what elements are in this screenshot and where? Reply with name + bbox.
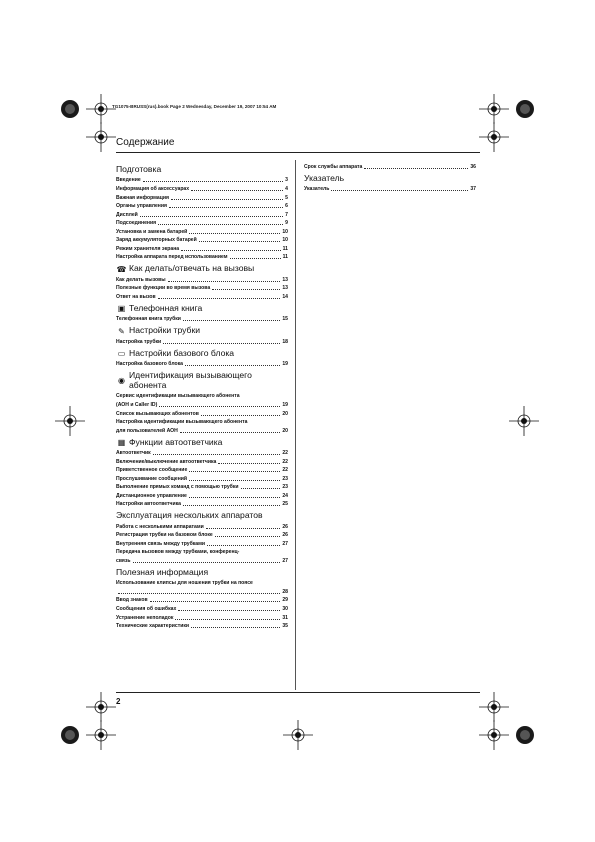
page-title: Содержание — [116, 137, 175, 148]
toc-entry-text: (АОН и Caller ID) — [116, 401, 158, 408]
toc-entry-text: Дистанционное управление — [116, 492, 187, 499]
toc-entry[interactable] — [116, 522, 288, 531]
toc-section-title — [116, 371, 288, 391]
toc-entry-page: 3 — [285, 177, 288, 184]
toc-entry-page: 29 — [282, 597, 288, 604]
toc-leader-dots — [218, 463, 280, 464]
toc-entry-page: 26 — [282, 532, 288, 539]
toc-entry-page: 14 — [282, 293, 288, 300]
toc-entry[interactable] — [304, 162, 476, 171]
toc-leader-dots — [181, 250, 280, 251]
toc-entry[interactable] — [116, 426, 288, 435]
toc-entry-text: Работа с несколькими аппаратами — [116, 523, 204, 530]
toc-entry-text: Список вызывающих абонентов — [116, 410, 199, 417]
toc-entry-page: 37 — [470, 185, 476, 192]
toc-leader-dots — [180, 432, 281, 433]
toc-section-title-text: Телефонная книга — [129, 302, 203, 313]
toc-entry-text: Установка и замена батарей — [116, 228, 188, 235]
top-rule — [116, 152, 480, 153]
toc-entry[interactable] — [116, 457, 288, 466]
toc-leader-dots — [230, 258, 281, 259]
toc-entry-text: Настройки автоответчика — [116, 501, 181, 508]
toc-leader-dots — [163, 343, 280, 344]
toc-entry[interactable] — [116, 292, 288, 301]
toc-entry-page: 18 — [282, 338, 288, 345]
toc-entry[interactable] — [116, 409, 288, 418]
toc-entry-text: Информация об аксессуарах — [116, 185, 190, 192]
handset-settings-icon: ✎ — [118, 326, 125, 336]
phone-handset-icon: ☎ — [116, 264, 127, 274]
registration-mark-bottom-right — [509, 719, 541, 751]
crosshair-mark-top-left — [86, 94, 116, 124]
toc-entry-text: Режим хранителя экрана — [116, 245, 180, 252]
toc-entry[interactable] — [116, 227, 288, 236]
registration-mark-top-right — [509, 93, 541, 125]
crosshair-mark-bottom-right-upper — [479, 692, 509, 722]
toc-entry-text: Включение/выключение автоответчика — [116, 458, 217, 465]
toc-entry-text: Как делать вызовы — [116, 276, 166, 283]
crosshair-mark-bottom-center — [283, 720, 313, 750]
toc-section-title — [116, 264, 288, 274]
toc-entry[interactable] — [116, 500, 288, 509]
toc-entry-page: 24 — [282, 492, 288, 499]
toc-entry-page: 25 — [282, 501, 288, 508]
toc-entry-text: Ввод знаков — [116, 597, 148, 604]
crosshair-mark-top-center-left — [86, 122, 116, 152]
toc-leader-dots — [207, 545, 280, 546]
toc-section-title-text: Эксплуатация нескольких аппаратов — [116, 510, 263, 521]
toc-entry[interactable] — [116, 210, 288, 219]
toc-section-title — [116, 568, 288, 578]
toc-leader-dots — [212, 289, 280, 290]
toc-entry[interactable] — [116, 184, 288, 193]
toc-entry[interactable] — [116, 219, 288, 228]
toc-entry-page: 7 — [285, 211, 288, 218]
toc-leader-dots — [183, 505, 280, 506]
toc-entry-text: Настройка базового блока — [116, 361, 183, 368]
toc-section-title — [116, 511, 288, 521]
toc-entry[interactable] — [116, 587, 288, 596]
toc-entry[interactable] — [116, 244, 288, 253]
toc-section-title — [116, 326, 288, 336]
toc-entry-page: 23 — [282, 475, 288, 482]
toc-entry-line[interactable]: Настройка идентификации вызывающего абонента — [116, 418, 248, 425]
toc-entry[interactable] — [116, 483, 288, 492]
toc-entry-page: 6 — [285, 203, 288, 210]
toc-leader-dots — [183, 320, 280, 321]
toc-entry[interactable] — [116, 253, 288, 262]
toc-section-title-text: Как делать/отвечать на вызовы — [129, 263, 255, 274]
toc-leader-dots — [178, 610, 280, 611]
toc-entry-page: 9 — [285, 220, 288, 227]
toc-entry-page: 5 — [285, 194, 288, 201]
toc-leader-dots — [171, 199, 283, 200]
toc-entry-page: 22 — [282, 458, 288, 465]
toc-entry-page: 28 — [282, 588, 288, 595]
caller-id-icon: ◉ — [118, 376, 125, 386]
toc-entry-text: связь — [116, 557, 131, 564]
toc-entry[interactable] — [116, 337, 288, 346]
toc-entry[interactable] — [116, 360, 288, 369]
toc-entry-text: Ответ на вызов — [116, 293, 156, 300]
toc-entry-page: 22 — [282, 467, 288, 474]
toc-entry[interactable] — [116, 556, 288, 565]
toc-entry-text: Введение — [116, 177, 141, 184]
toc-leader-dots — [199, 241, 281, 242]
toc-leader-dots — [189, 471, 280, 472]
toc-left-column — [116, 162, 288, 630]
column-divider — [295, 160, 296, 690]
toc-entry[interactable] — [116, 193, 288, 202]
toc-entry[interactable] — [116, 466, 288, 475]
toc-entry-text: Автоответчик — [116, 450, 151, 457]
toc-leader-dots — [118, 593, 280, 594]
toc-entry[interactable] — [116, 176, 288, 185]
toc-section-title — [116, 438, 288, 448]
toc-entry[interactable] — [116, 531, 288, 540]
toc-section-title — [116, 304, 288, 314]
toc-entry[interactable] — [116, 284, 288, 293]
toc-leader-dots — [159, 406, 280, 407]
toc-entry-line[interactable]: Сервис идентификации вызывающего абонента — [116, 392, 240, 399]
toc-entry-page: 10 — [282, 237, 288, 244]
toc-leader-dots — [175, 619, 280, 620]
toc-entry-page: 13 — [282, 285, 288, 292]
toc-leader-dots — [189, 480, 280, 481]
crosshair-mark-mid-right — [509, 406, 539, 436]
toc-entry-text: Прослушивание сообщений — [116, 475, 188, 482]
base-unit-icon: ▭ — [117, 349, 126, 359]
toc-entry[interactable] — [116, 604, 288, 613]
toc-entry-text: Указатель — [304, 185, 330, 192]
toc-entry[interactable] — [304, 184, 476, 193]
toc-entry[interactable] — [116, 315, 288, 324]
answering-machine-icon: ▦ — [117, 437, 126, 447]
toc-entry-text: Сообщения об ошибках — [116, 605, 177, 612]
toc-leader-dots — [241, 488, 281, 489]
toc-entry-text: для пользователей АОН — [116, 427, 178, 434]
toc-entry[interactable] — [116, 622, 288, 631]
toc-section-title — [304, 174, 476, 184]
toc-entry-page: 23 — [282, 484, 288, 491]
toc-leader-dots — [133, 562, 281, 563]
toc-leader-dots — [185, 365, 280, 366]
toc-leader-dots — [364, 168, 468, 169]
toc-entry-page: 27 — [282, 557, 288, 564]
toc-entry-page: 36 — [470, 163, 476, 170]
toc-section-title-line: абонента — [129, 380, 167, 390]
crosshair-mark-top-center-right — [479, 122, 509, 152]
crosshair-mark-mid-left — [55, 406, 85, 436]
toc-section-title-text: Полезная информация — [116, 566, 209, 577]
toc-entry-text: Настройка трубки — [116, 338, 162, 345]
bottom-rule — [116, 692, 480, 693]
toc-entry-text: Устранение неполадок — [116, 614, 174, 621]
phonebook-icon: ▣ — [117, 304, 126, 314]
toc-entry-text: Полезные функции во время вызова — [116, 285, 211, 292]
toc-entry-text: Подсоединения — [116, 220, 157, 227]
toc-leader-dots — [191, 190, 283, 191]
toc-entry-page: 4 — [285, 185, 288, 192]
toc-entry-text: Телефонная книга трубки — [116, 316, 181, 323]
toc-entry-page: 27 — [282, 540, 288, 547]
toc-section-title-text: Настройки базового блока — [129, 347, 235, 358]
toc-entry[interactable] — [116, 275, 288, 284]
toc-leader-dots — [150, 601, 281, 602]
toc-entry-page: 15 — [282, 316, 288, 323]
toc-entry-text: Регистрация трубки на базовом блоке — [116, 532, 213, 539]
toc-entry[interactable] — [116, 491, 288, 500]
toc-leader-dots — [169, 207, 283, 208]
toc-entry[interactable] — [116, 400, 288, 409]
toc-entry-page: 30 — [282, 605, 288, 612]
toc-leader-dots — [189, 497, 280, 498]
toc-section-title-text: Указатель — [304, 172, 345, 183]
crosshair-mark-bottom-left — [86, 720, 116, 750]
toc-entry-page: 13 — [282, 276, 288, 283]
toc-leader-dots — [189, 233, 280, 234]
toc-entry[interactable] — [116, 613, 288, 622]
toc-entry-page: 22 — [282, 450, 288, 457]
toc-section-title-text: Функции автоответчика — [129, 436, 223, 447]
toc-leader-dots — [331, 190, 468, 191]
toc-leader-dots — [191, 627, 280, 628]
toc-leader-dots — [158, 298, 281, 299]
toc-section-title-line: Идентификация вызывающего — [129, 370, 252, 381]
toc-entry-page: 19 — [282, 401, 288, 408]
crosshair-mark-top-right — [479, 94, 509, 124]
toc-leader-dots — [158, 224, 283, 225]
toc-section-title — [116, 165, 288, 175]
file-header-line: TG1075-BRUSS(rus).book Page 2 Wednesday, December 19, 2007 10:54 AM — [112, 104, 277, 109]
crosshair-mark-bottom-left-upper — [86, 692, 116, 722]
toc-entry-page: 20 — [282, 410, 288, 417]
toc-entry-text: Важная информация — [116, 194, 169, 201]
toc-entry-page: 11 — [282, 245, 288, 252]
toc-leader-dots — [153, 454, 281, 455]
toc-entry-text: Выполнение прямых команд с помощью трубки — [116, 484, 239, 491]
toc-entry-text: Приветственное сообщение — [116, 467, 188, 474]
toc-leader-dots — [215, 536, 281, 537]
page-number: 2 — [116, 697, 121, 706]
toc-entry-text: Дисплей — [116, 211, 138, 218]
toc-entry[interactable] — [116, 448, 288, 457]
toc-entry-text: Органы управления — [116, 203, 167, 210]
toc-right-column — [304, 162, 476, 193]
toc-leader-dots — [201, 415, 280, 416]
toc-entry-page: 10 — [282, 228, 288, 235]
toc-entry-text: Внутренняя связь между трубками — [116, 540, 206, 547]
toc-entry[interactable] — [116, 539, 288, 548]
toc-entry[interactable] — [116, 236, 288, 245]
toc-entry-page: 19 — [282, 361, 288, 368]
toc-leader-dots — [140, 216, 283, 217]
toc-section-title — [116, 349, 288, 359]
registration-mark-top-left — [54, 93, 86, 125]
toc-entry-text: Настройка аппарата перед использованием — [116, 254, 228, 261]
toc-leader-dots — [206, 528, 281, 529]
toc-entry-page: 31 — [282, 614, 288, 621]
toc-entry-line[interactable]: Передача вызовов между трубками, конференц- — [116, 548, 240, 555]
registration-mark-bottom-left — [54, 719, 86, 751]
toc-entry-page: 11 — [282, 254, 288, 261]
toc-section-title-text: Настройки трубки — [129, 325, 201, 336]
toc-section-title-text: Подготовка — [116, 164, 162, 174]
toc-entry[interactable] — [116, 596, 288, 605]
toc-entry-text: Заряд аккумуляторных батарей — [116, 237, 197, 244]
toc-leader-dots — [143, 181, 283, 182]
toc-entry-page: 20 — [282, 427, 288, 434]
toc-entry-page: 35 — [282, 623, 288, 630]
toc-entry-text: Срок службы аппарата — [304, 163, 363, 170]
toc-entry-line[interactable]: Использование клипсы для ношения трубки на поясе — [116, 579, 253, 586]
toc-entry[interactable] — [116, 474, 288, 483]
toc-leader-dots — [168, 281, 281, 282]
toc-entry-text: Технические характеристики — [116, 623, 190, 630]
toc-entry[interactable] — [116, 202, 288, 211]
toc-entry-page: 26 — [282, 523, 288, 530]
crosshair-mark-bottom-right — [479, 720, 509, 750]
